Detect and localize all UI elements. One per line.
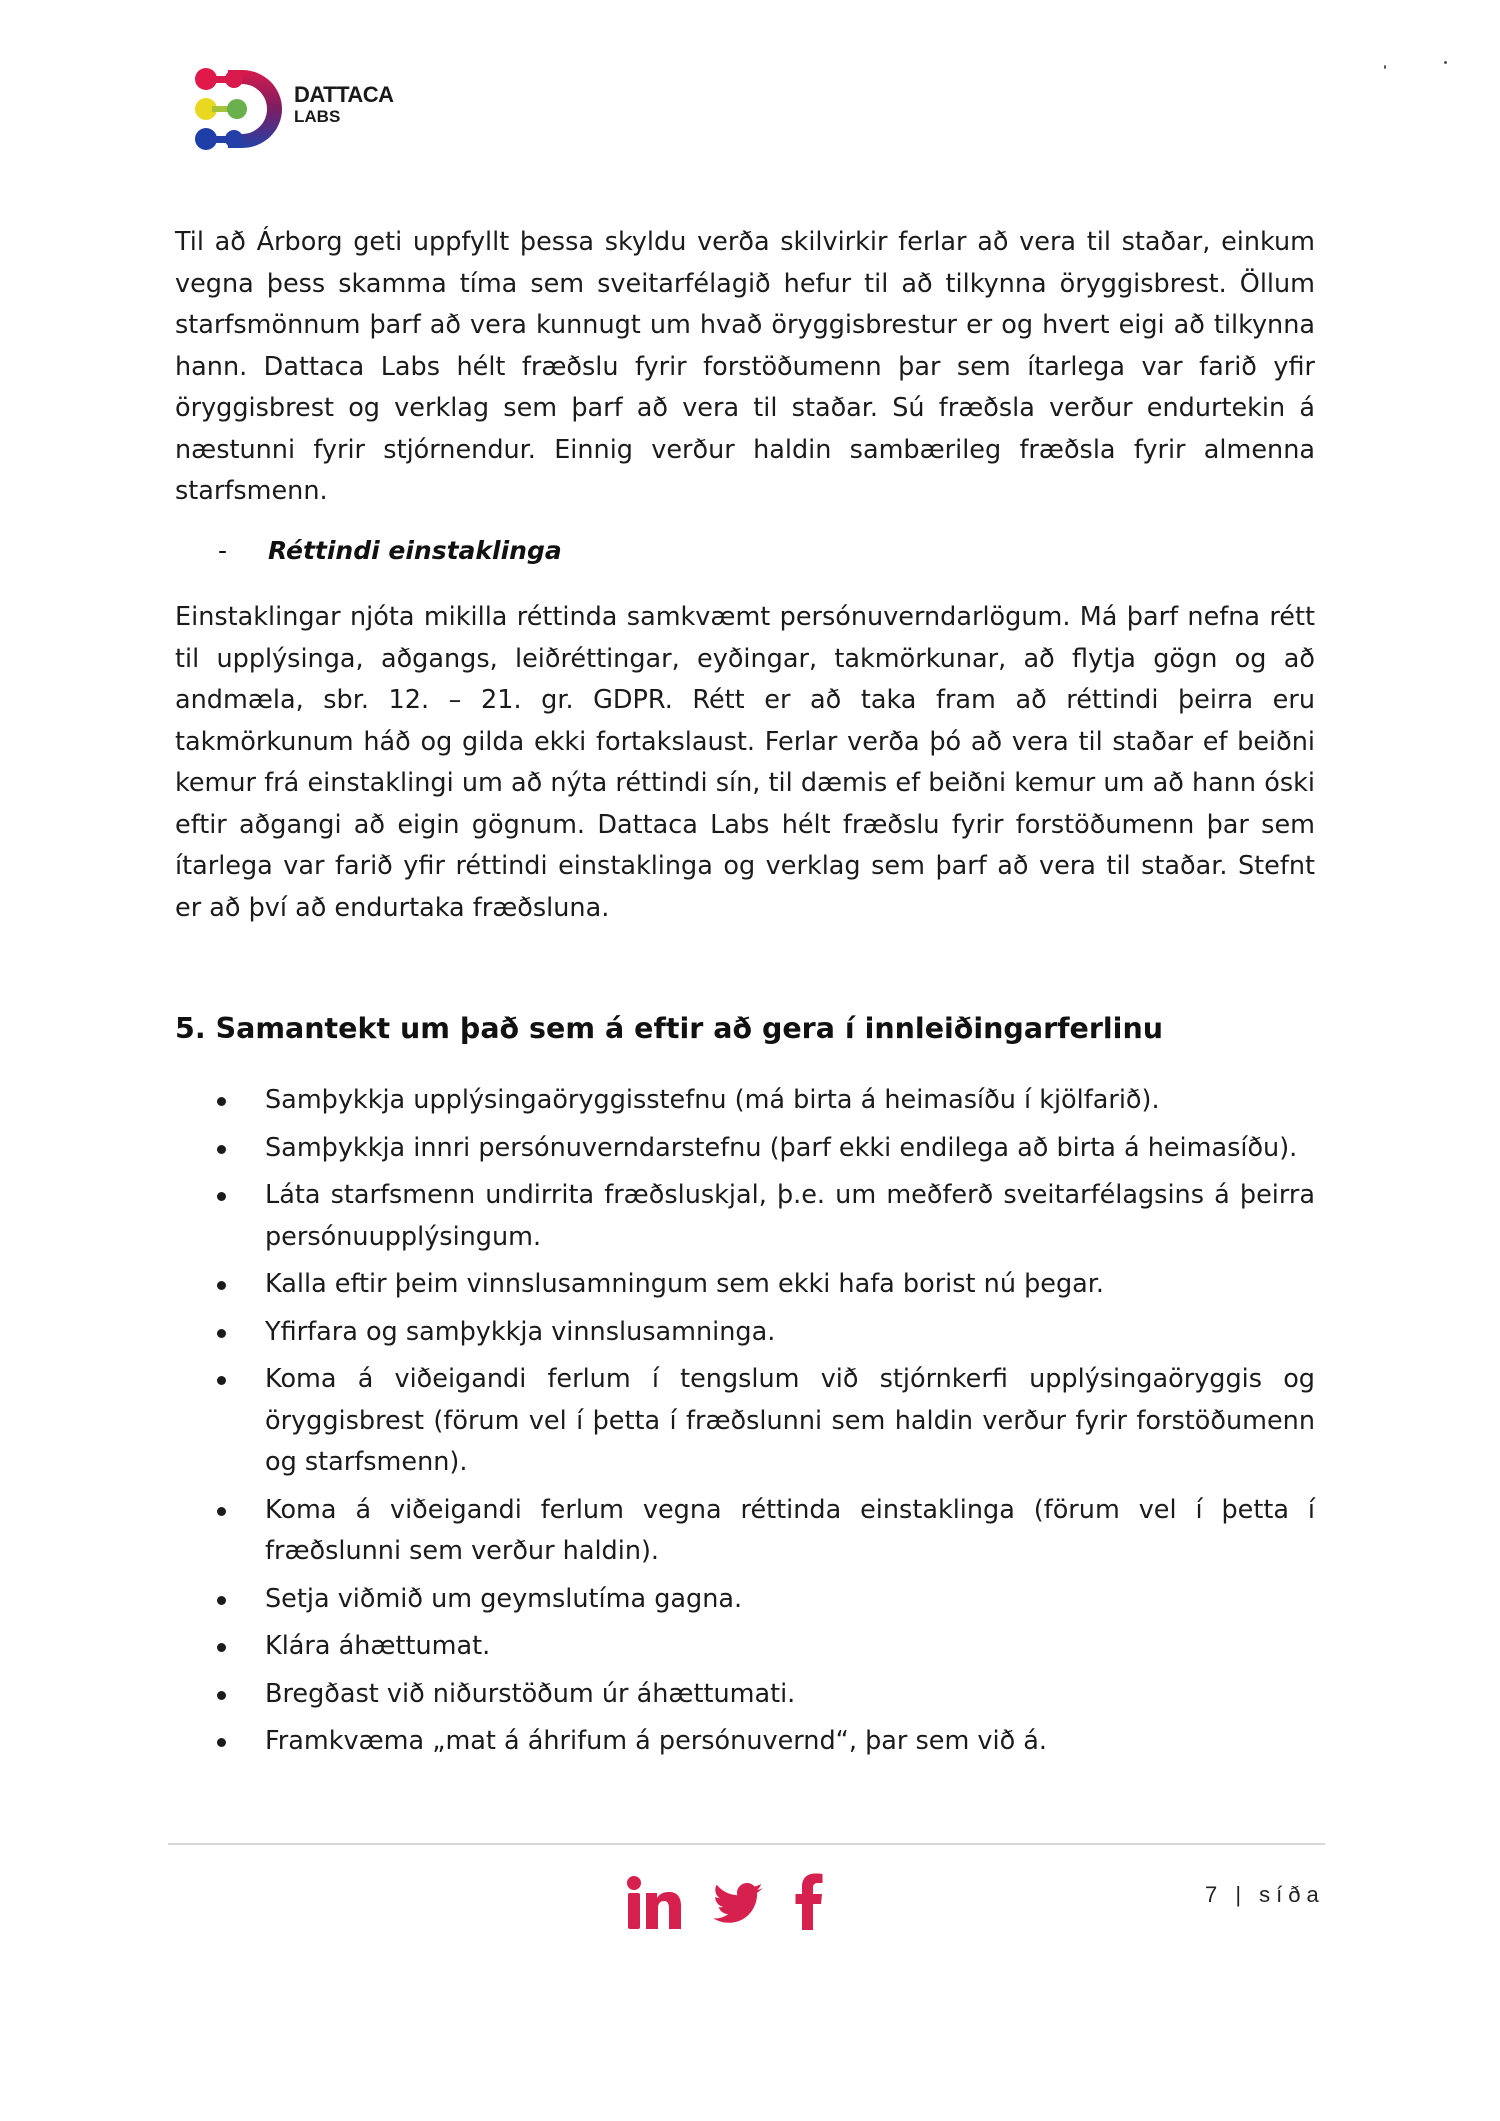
rights-subheading: [218, 536, 562, 565]
bullet-icon: [217, 1329, 226, 1338]
bullet-icon: [217, 1507, 226, 1516]
logo-line-2: LABS: [294, 107, 341, 126]
rights-paragraph: Einstaklingar njóta mikilla réttinda samkvæmt persónuverndarlögum. Má þarf nefna rétt til upplýsinga, aðgangs, leiðréttingar, eyðingar, takmörkunar, að flytja gögn og að andmæla, sbr. 12. – 21. gr. GDPR. Rétt er að taka fram að réttindi þeirra eru takmörkunum háð og gilda ekki fortakslaust. Ferlar verða þó að vera til staðar ef beiðni kemur frá einstaklingi um að nýta réttindi sín, til dæmis ef beiðni kemur um að hann óski eftir aðgangi að eigin gögnum. Dattaca Labs hélt fræðslu fyrir forstöðumenn þar sem ítarlega var farið yfir réttindi einstaklinga og verklag sem þarf að vera til staðar. Stefnt er að því að endurtaka fræðsluna.: [175, 602, 1315, 923]
page-number: 7 | síða: [1205, 1882, 1325, 1907]
list-item-text: Koma á viðeigandi ferlum í tengslum við stjórnkerfi upplýsingaöryggis og öryggisbrest (förum vel í þetta í fræðslunni sem haldin verður fyrir forstöðumenn og starfsmenn).: [265, 1364, 1315, 1477]
bullet-icon: [217, 1738, 226, 1747]
list-item: [175, 1674, 1315, 1716]
list-item-text: Yfirfara og samþykkja vinnslusamninga.: [265, 1316, 776, 1347]
bullet-icon: [217, 1691, 226, 1700]
breach-section: [175, 222, 1315, 513]
company-logo: [190, 66, 430, 156]
summary-heading: 5. Samantekt um það sem á eftir að gera í innleiðingarferlinu: [175, 1012, 1164, 1045]
breach-paragraph: Til að Árborg geti uppfyllt þessa skyldu verða skilvirkir ferlar að vera til staðar, einkum vegna þess skamma tíma sem sveitarfélagið hefur til að tilkynna öryggisbrest. Öllum starfsmönnum þarf að vera kunnugt um hvað öryggisbrestur er og hvert eigi að tilkynna hann. Dattaca Labs hélt fræðslu fyrir forstöðumenn þar sem ítarlega var farið yfir öryggisbrest og verklag sem þarf að vera til staðar. Sú fræðsla verður endurtekin á næstunni fyrir stjórnendur. Einnig verður haldin sambærileg fræðsla fyrir almenna starfsmenn.: [175, 227, 1315, 506]
dattaca-logo-mark-icon: [190, 66, 285, 152]
list-item: [175, 1579, 1315, 1621]
list-item-text: Bregðast við niðurstöðum úr áhættumati.: [265, 1678, 796, 1709]
list-item-text: Kalla eftir þeim vinnslusamningum sem ekki hafa borist nú þegar.: [265, 1269, 1105, 1299]
list-item: [175, 1175, 1315, 1258]
logo-wordmark: [294, 84, 394, 125]
footer-divider: [168, 1843, 1325, 1845]
bullet-icon: [217, 1192, 226, 1201]
list-item-text: Láta starfsmenn undirrita fræðsluskjal, þ.e. um meðferð sveitarfélagsins á þeirra persónuupplýsingum.: [265, 1180, 1315, 1252]
list-item: [175, 1359, 1315, 1484]
bullet-icon: [217, 1145, 226, 1154]
rights-title: Réttindi einstaklinga: [268, 536, 562, 565]
list-item: [175, 1312, 1315, 1354]
list-item: [175, 1721, 1315, 1763]
rights-section: [175, 597, 1315, 929]
list-item-text: Framkvæma „mat á áhrifum á persónuvernd“, þar sem við á.: [265, 1726, 1048, 1756]
list-item-text: Koma á viðeigandi ferlum vegna réttinda einstaklinga (förum vel í þetta í fræðslunni sem verður haldin).: [265, 1494, 1315, 1566]
list-item: [175, 1626, 1315, 1668]
bullet-icon: [217, 1281, 226, 1290]
bullet-icon: [217, 1097, 226, 1106]
social-links: [625, 1866, 823, 1930]
bullet-icon: [217, 1596, 226, 1605]
bullet-icon: [217, 1376, 226, 1385]
summary-list: [175, 1080, 1315, 1769]
linkedin-icon[interactable]: [625, 1874, 683, 1930]
subheading-dash: -: [218, 536, 228, 565]
list-item: [175, 1490, 1315, 1573]
list-item-text: Setja viðmið um geymslutíma gagna.: [265, 1583, 743, 1614]
facebook-icon[interactable]: [795, 1872, 823, 1930]
list-item: [175, 1128, 1315, 1170]
list-item: [175, 1264, 1315, 1306]
list-item-text: Klára áhættumat.: [265, 1631, 491, 1661]
list-item-text: Samþykkja innri persónuverndarstefnu (þarf ekki endilega að birta á heimasíðu).: [265, 1132, 1298, 1163]
list-item-text: Samþykkja upplýsingaöryggisstefnu (má birta á heimasíðu í kjölfarið).: [265, 1085, 1160, 1115]
twitter-icon[interactable]: [713, 1882, 765, 1928]
bullet-icon: [217, 1643, 226, 1652]
list-item: [175, 1080, 1315, 1122]
logo-line-1: DATTACA: [294, 82, 394, 107]
